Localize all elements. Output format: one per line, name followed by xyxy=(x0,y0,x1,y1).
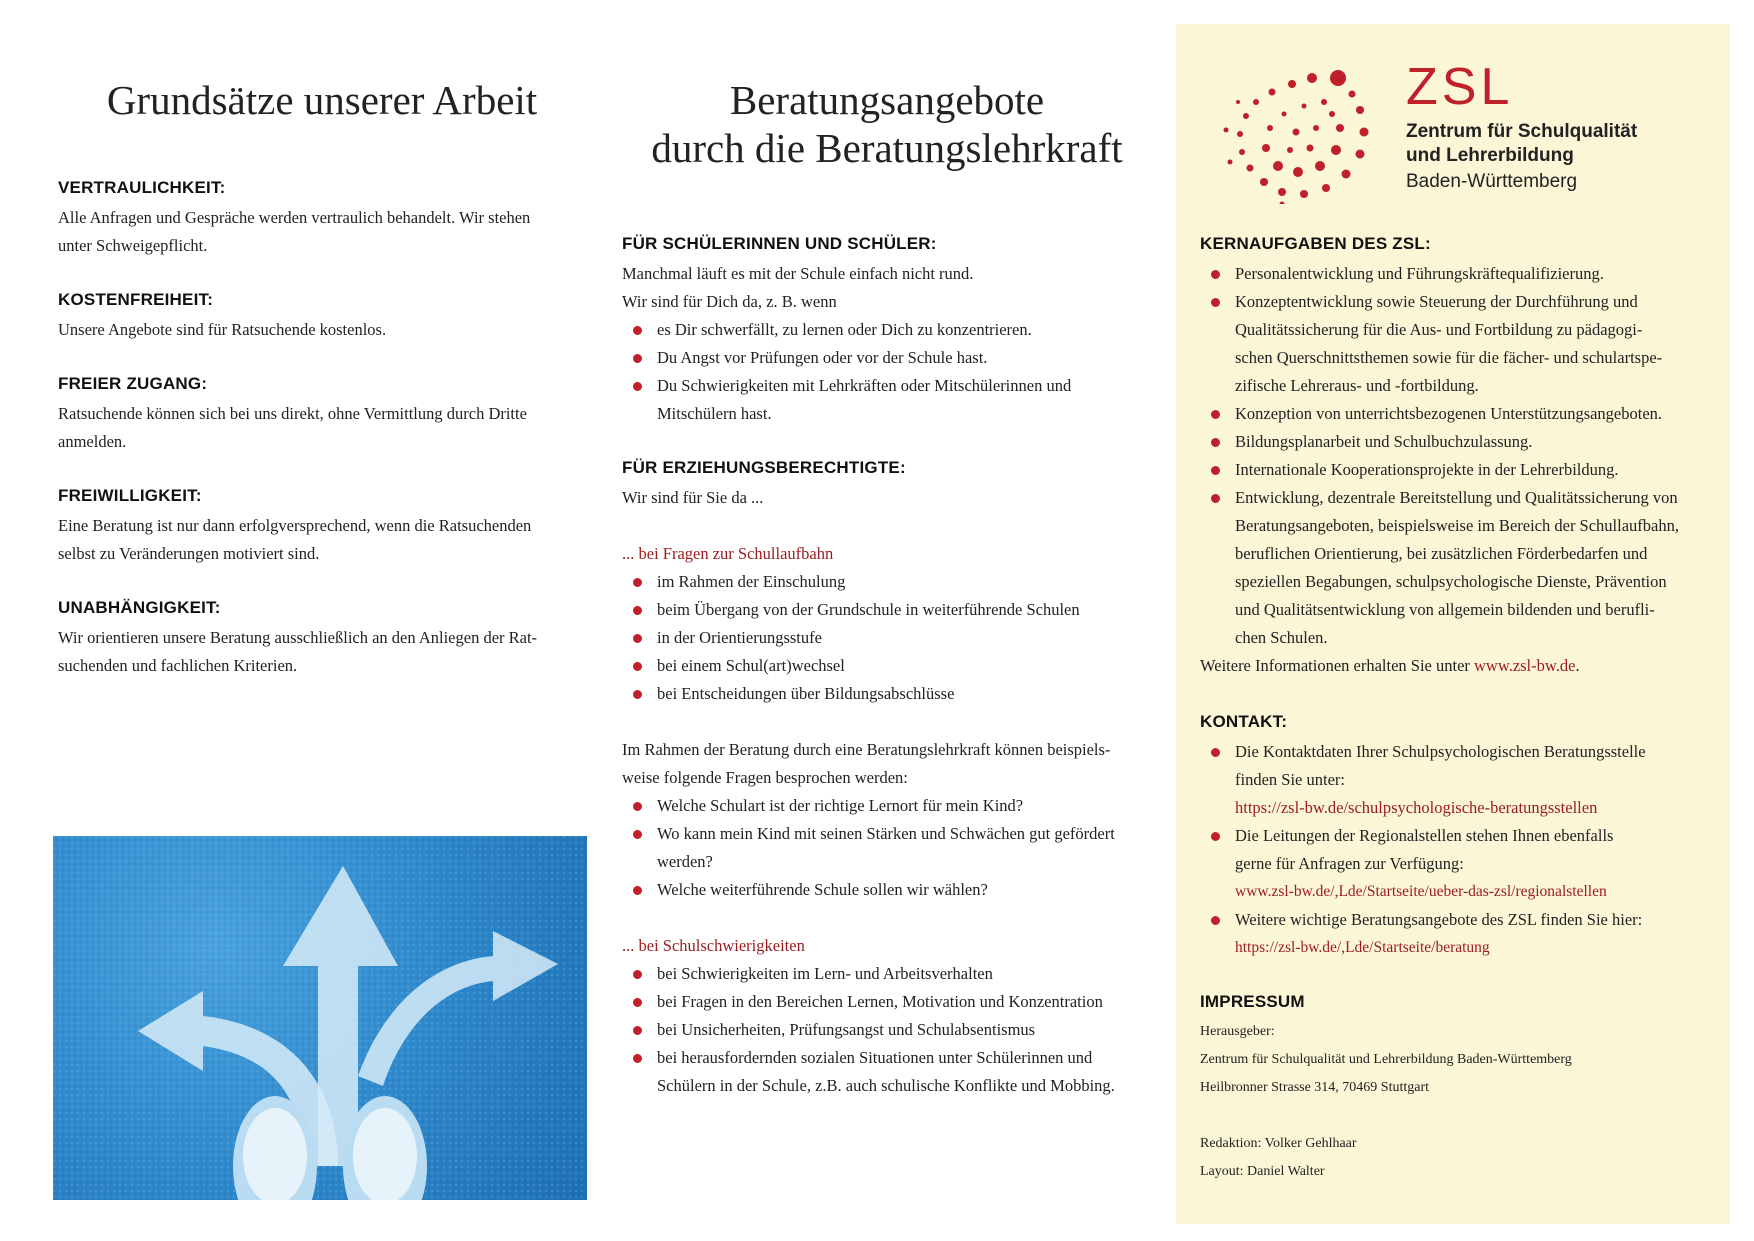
core-tasks-list xyxy=(1200,260,1708,652)
zsl-info-panel xyxy=(1176,24,1730,1224)
list-item: Konzeptentwicklung sowie Steuerung der Durchführung und Qualitätssicherung für die Aus- und Fortbildung zu pädagogi- schen Querschnittsthemen sowie für die fächer- und schulartspe- zifische Lehreraus- und -fortbildung. xyxy=(1200,288,1708,400)
core-tasks-heading: KERNAUFGABEN DES ZSL: xyxy=(1200,234,1431,253)
impressum-line: Layout: Daniel Walter xyxy=(1200,1164,1325,1179)
contact-section xyxy=(1200,712,1708,962)
principle-heading: KOSTENFREIHEIT: xyxy=(58,290,214,309)
principle-voluntariness xyxy=(58,486,586,568)
core-tasks-section xyxy=(1200,234,1708,680)
list-item: Welche weiterführende Schule sollen wir wählen? xyxy=(622,876,1152,904)
list-item: bei Schwierigkeiten im Lern- und Arbeitsverhalten xyxy=(622,960,1152,988)
zsl-logo-abbr: ZSL xyxy=(1406,58,1514,116)
impressum-line: Zentrum für Schulqualität und Lehrerbildung Baden-Württemberg xyxy=(1200,1052,1572,1067)
list-item: Entwicklung, dezentrale Bereitstellung und Qualitätssicherung von Beratungsangeboten, beispielsweise im Bereich der Schullaufbahn, beruflichen Orientierung, bei zusätzlichen Förderbedarfen und speziellen Begabungen, schulpsychologische Dienste, Prävention und Qualitätsentwicklung von allgemein bildenden und berufli- chen Schulen. xyxy=(1200,484,1708,652)
list-item: in der Orientierungsstufe xyxy=(622,624,1152,652)
principles-title: Grundsätze unserer Arbeit xyxy=(106,77,538,123)
list-item-continued: werden? xyxy=(657,852,713,871)
list-item: bei Entscheidungen über Bildungsabschlüsse xyxy=(622,680,1152,708)
principle-heading: UNABHÄNGIGKEIT: xyxy=(58,598,221,617)
principle-heading: FREIER ZUGANG: xyxy=(58,374,208,393)
principle-text: Alle Anfragen und Gespräche werden vertraulich behandelt. Wir stehen xyxy=(58,208,531,227)
principle-text: Wir orientieren unsere Beratung ausschließlich an den Anliegen der Rat- xyxy=(58,628,538,647)
school-career-list xyxy=(622,568,1152,708)
list-item: bei Fragen in den Bereichen Lernen, Motivation und Konzentration xyxy=(622,988,1152,1016)
counseling-centers-link[interactable]: https://zsl-bw.de/schulpsychologische-beratungsstellen xyxy=(1235,798,1598,817)
regional-offices-link[interactable]: www.zsl-bw.de/,Lde/Startseite/ueber-das-zsl/regionalstellen xyxy=(1235,883,1607,900)
principle-independence xyxy=(58,598,586,680)
questions-intro: Im Rahmen der Beratung durch eine Beratungslehrkraft können beispiels- xyxy=(622,740,1111,759)
questions-intro: weise folgende Fragen besprochen werden: xyxy=(622,768,908,787)
zsl-logo-line2: und Lehrerbildung xyxy=(1406,145,1574,166)
list-item: bei Unsicherheiten, Prüfungsangst und Schulabsentismus xyxy=(622,1016,1152,1044)
principle-heading: VERTRAULICHKEIT: xyxy=(58,178,226,197)
list-item: bei herausfordernden sozialen Situationen unter Schülerinnen und xyxy=(622,1044,1152,1072)
list-item: Die Kontaktdaten Ihrer Schulpsychologischen Beratungsstelle finden Sie unter: https://zsl-bw.de/schulpsychologische-beratungsstellen xyxy=(1200,738,1708,822)
impressum-line: Herausgeber: xyxy=(1200,1024,1275,1039)
students-section xyxy=(622,234,1152,428)
list-item: Welche Schulart ist der richtige Lernort für mein Kind? xyxy=(622,792,1152,820)
list-item: Du Schwierigkeiten mit Lehrkräften oder Mitschülerinnen und xyxy=(622,372,1152,400)
impressum-line: Redaktion: Volker Gehlhaar xyxy=(1200,1136,1357,1151)
principle-text: suchenden und fachlichen Kriterien. xyxy=(58,656,298,675)
questions-list xyxy=(622,792,1152,904)
principle-text: Unsere Angebote sind für Ratsuchende kostenlos. xyxy=(58,320,387,339)
list-item: Personalentwicklung und Führungskräftequalifizierung. xyxy=(1200,260,1708,288)
impressum-line: Heilbronner Strasse 314, 70469 Stuttgart xyxy=(1200,1080,1430,1095)
school-difficulties-subheading: ... bei Schulschwierigkeiten xyxy=(622,936,805,955)
principle-text: Eine Beratung ist nur dann erfolgversprechend, wenn die Ratsuchenden xyxy=(58,516,532,535)
zsl-logo-line1: Zentrum für Schulqualität xyxy=(1406,121,1638,142)
contact-heading: KONTAKT: xyxy=(1200,712,1288,731)
list-item: beim Übergang von der Grundschule in weiterführende Schulen xyxy=(622,596,1152,624)
students-intro: Manchmal läuft es mit der Schule einfach nicht rund. xyxy=(622,264,974,283)
principle-free-access xyxy=(58,374,586,456)
students-list xyxy=(622,316,1152,428)
list-item: Die Leitungen der Regionalstellen stehen Ihnen ebenfalls gerne für Anfragen zur Verfügung: www.zsl-bw.de/,Lde/Startseite/ueber-das-zsl/regionalstellen xyxy=(1200,822,1708,906)
zsl-website-link[interactable]: www.zsl-bw.de xyxy=(1474,656,1576,675)
list-item: Bildungsplanarbeit und Schulbuchzulassung. xyxy=(1200,428,1708,456)
parents-heading: FÜR ERZIEHUNGSBERECHTIGTE: xyxy=(622,458,906,477)
principle-heading: FREIWILLIGKEIT: xyxy=(58,486,202,505)
list-item: im Rahmen der Einschulung xyxy=(622,568,1152,596)
contact-list xyxy=(1200,738,1708,962)
students-intro: Wir sind für Dich da, z. B. wenn xyxy=(622,292,837,311)
school-difficulties-list xyxy=(622,960,1152,1100)
counseling-offers-link[interactable]: https://zsl-bw.de/,Lde/Startseite/beratung xyxy=(1235,939,1490,956)
list-item: Konzeption von unterrichtsbezogenen Unterstützungsangeboten. xyxy=(1200,400,1708,428)
counseling-title-line1: Beratungsangebote xyxy=(729,77,1045,123)
list-item-continued: Mitschülern hast. xyxy=(657,404,772,423)
principle-text: Ratsuchende können sich bei uns direkt, ohne Vermittlung durch Dritte xyxy=(58,404,527,423)
zsl-dots-logo-icon xyxy=(1212,44,1372,204)
list-item: Du Angst vor Prüfungen oder vor der Schule hast. xyxy=(622,344,1152,372)
principle-confidentiality xyxy=(58,178,586,260)
zsl-logo-line3: Baden-Württemberg xyxy=(1406,171,1578,192)
list-item-continued: Schülern in der Schule, z.B. auch schulische Konflikte und Mobbing. xyxy=(657,1076,1115,1095)
parents-intro: Wir sind für Sie da ... xyxy=(622,488,764,507)
principle-text: anmelden. xyxy=(58,432,127,451)
arrows-illustration xyxy=(53,836,587,1200)
list-item: Internationale Kooperationsprojekte in der Lehrerbildung. xyxy=(1200,456,1708,484)
principle-text: unter Schweigepflicht. xyxy=(58,236,208,255)
more-info-text: Weitere Informationen erhalten Sie unter www.zsl-bw.de. xyxy=(1200,656,1580,675)
students-heading: FÜR SCHÜLERINNEN UND SCHÜLER: xyxy=(622,234,937,253)
impressum-section xyxy=(1200,992,1708,1186)
list-item: es Dir schwerfällt, zu lernen oder Dich zu konzentrieren. xyxy=(622,316,1152,344)
list-item: Wo kann mein Kind mit seinen Stärken und Schwächen gut gefördert xyxy=(622,820,1152,848)
counseling-title-line2: durch die Beratungslehrkraft xyxy=(651,125,1123,171)
list-item: bei einem Schul(art)wechsel xyxy=(622,652,1152,680)
impressum-heading: IMPRESSUM xyxy=(1200,992,1305,1011)
principle-free-of-charge xyxy=(58,290,586,344)
parents-section xyxy=(622,458,1152,1100)
crossroads-arrows-photo xyxy=(53,836,587,1200)
principle-text: selbst zu Veränderungen motiviert sind. xyxy=(58,544,320,563)
school-career-subheading: ... bei Fragen zur Schullaufbahn xyxy=(622,544,834,563)
list-item: Weitere wichtige Beratungsangebote des ZSL finden Sie hier: https://zsl-bw.de/,Lde/Startseite/beratung xyxy=(1200,906,1708,962)
